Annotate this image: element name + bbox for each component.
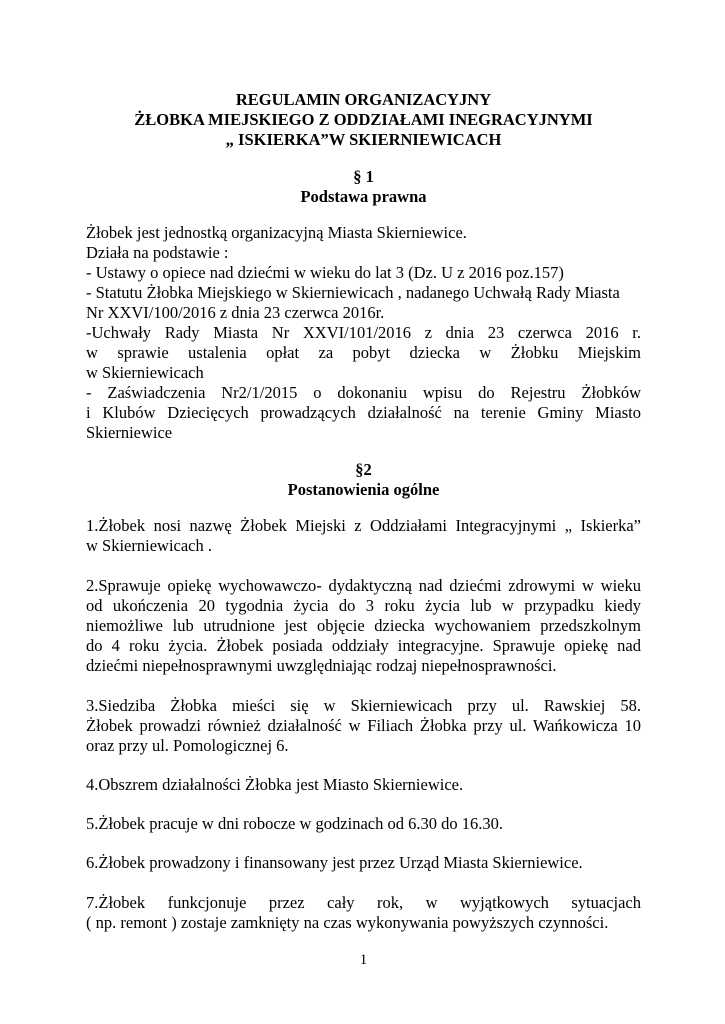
- paragraph-2-line: od ukończenia 20 tygodnia życia do 3 roku życia lub w przypadku kiedy: [86, 596, 641, 615]
- paragraph-2-line: niemożliwe lub utrudnione jest objęcie dziecka wychowaniem przedszkolnym: [86, 616, 641, 635]
- paragraph-4: 4.Obszrem działalności Żłobka jest Miasto Skierniewice.: [86, 775, 464, 794]
- section-2-number: §2: [355, 460, 372, 479]
- section-1-line: w Skierniewicach: [86, 363, 204, 382]
- document-title-line-1: REGULAMIN ORGANIZACYJNY: [235, 90, 492, 109]
- section-1-heading: Podstawa prawna: [300, 187, 427, 206]
- paragraph-3-line: oraz przy ul. Pomologicznej 6.: [86, 736, 289, 755]
- paragraph-6: 6.Żłobek prowadzony i finansowany jest przez Urząd Miasta Skierniewice.: [86, 853, 583, 872]
- paragraph-3-line: 3.Siedziba Żłobka mieści się w Skierniewicach przy ul. Rawskiej 58.: [86, 696, 641, 715]
- section-1-line: i Klubów Dziecięcych prowadzących działalność na terenie Gminy Miasto: [86, 403, 641, 422]
- paragraph-2-line: dziećmi niepełnosprawnymi uwzględniając rodzaj niepełnosprawności.: [86, 656, 557, 675]
- paragraph-1-line: w Skierniewicach .: [86, 536, 212, 555]
- section-2-heading: Postanowienia ogólne: [287, 480, 440, 499]
- section-1-line: Nr XXVI/100/2016 z dnia 23 czerwca 2016r.: [86, 303, 385, 322]
- section-1-line: -Uchwały Rady Miasta Nr XXVI/101/2016 z dnia 23 czerwca 2016 r.: [86, 323, 641, 342]
- document-title-line-2: ŻŁOBKA MIEJSKIEGO Z ODDZIAŁAMI INEGRACYJNYMI: [134, 110, 593, 129]
- section-1-number: § 1: [353, 167, 374, 186]
- document-title-line-3: „ ISKIERKA”W SKIERNIEWICACH: [225, 130, 502, 149]
- section-1-line: Skierniewice: [86, 423, 173, 442]
- paragraph-1-line: 1.Żłobek nosi nazwę Żłobek Miejski z Oddziałami Integracyjnymi „ Iskierka”: [86, 516, 641, 535]
- section-1-line: - Zaświadczenia Nr2/1/2015 o dokonaniu wpisu do Rejestru Żłobków: [86, 383, 641, 402]
- paragraph-7-line: 7.Żłobek funkcjonuje przez cały rok, w wyjątkowych sytuacjach: [86, 893, 641, 912]
- paragraph-3-line: Żłobek prowadzi również działalność w Filiach Żłobka przy ul. Wańkowicza 10: [86, 716, 641, 735]
- section-1-line: - Statutu Żłobka Miejskiego w Skierniewicach , nadanego Uchwałą Rady Miasta: [86, 283, 620, 302]
- section-1-line: - Ustawy o opiece nad dziećmi w wieku do lat 3 (Dz. U z 2016 poz.157): [86, 263, 564, 282]
- section-1-line: Działa na podstawie :: [86, 243, 229, 262]
- paragraph-7-line: ( np. remont ) zostaje zamknięty na czas wykonywania powyższych czynności.: [86, 913, 609, 932]
- paragraph-2-line: do 4 roku życia. Żłobek posiada oddziały integracyjne. Sprawuje opiekę nad: [86, 636, 641, 655]
- page-number: 1: [359, 952, 368, 968]
- section-1-line: w sprawie ustalenia opłat za pobyt dziecka w Żłobku Miejskim: [86, 343, 641, 362]
- paragraph-2-line: 2.Sprawuje opiekę wychowawczo- dydaktyczną nad dziećmi zdrowymi w wieku: [86, 576, 641, 595]
- paragraph-5: 5.Żłobek pracuje w dni robocze w godzinach od 6.30 do 16.30.: [86, 814, 503, 833]
- section-1-line: Żłobek jest jednostką organizacyjną Miasta Skierniewice.: [86, 223, 467, 242]
